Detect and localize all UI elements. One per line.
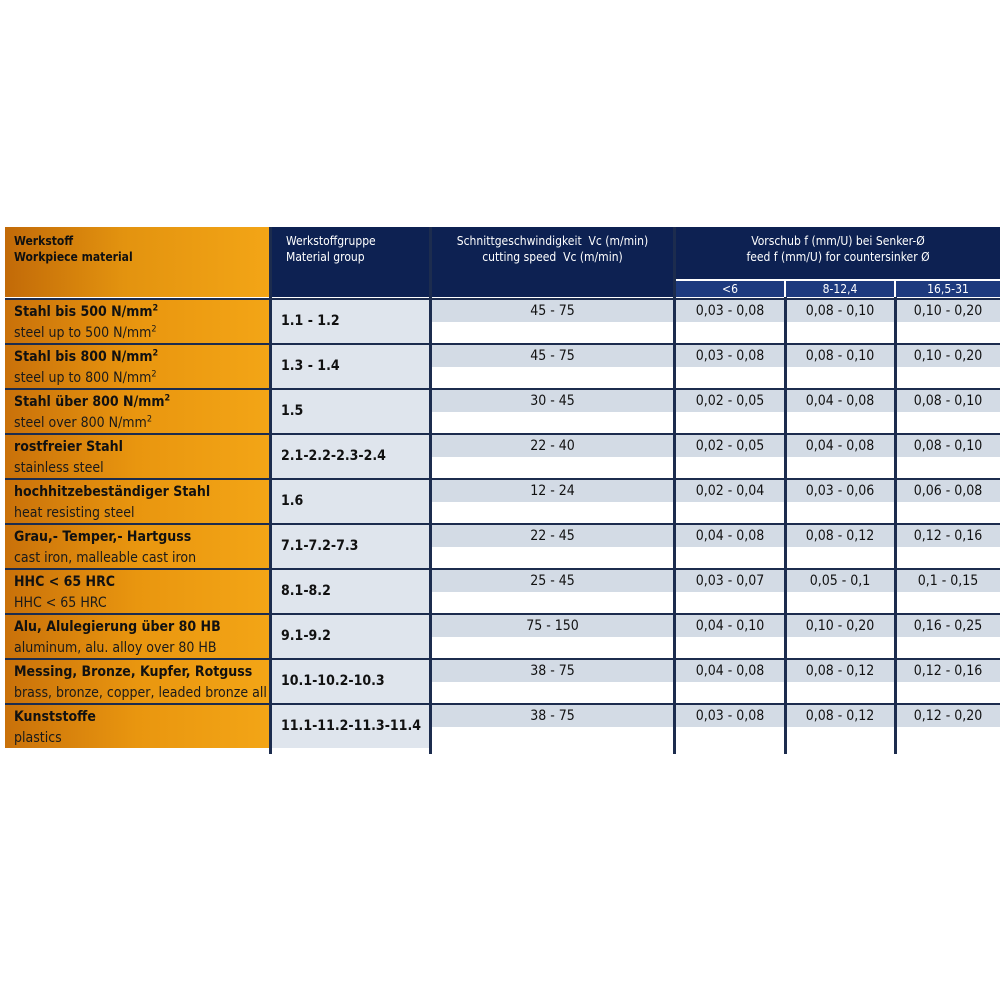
table-row (5, 525, 1000, 568)
feed-medium-cell: 0,08 - 0,10 (786, 345, 894, 388)
row-divider (5, 613, 1000, 615)
row-divider (5, 658, 1000, 660)
material-group-cell: 1.6 (272, 480, 429, 523)
header-feed (676, 227, 1000, 279)
cutting-speed-cell: 45 - 75 (432, 345, 673, 388)
material-name-de: Stahl bis 500 $N/mm^2$ (14, 303, 159, 320)
feed-large-cell: 0,08 - 0,10 (896, 435, 1000, 478)
material-name-en: plastics (14, 730, 62, 746)
material-name-de: rostfreier Stahl (14, 439, 123, 455)
material-name-en: steel over 800 $N/mm^2$ (14, 414, 152, 431)
feed-small-cell: 0,04 - 0,08 (676, 525, 784, 568)
feed-medium-cell: 0,08 - 0,10 (786, 300, 894, 343)
cutting-speed-cell: 38 - 75 (432, 705, 673, 748)
cutting-speed-cell: 30 - 45 (432, 390, 673, 433)
material-name-de: HHC < 65 HRC (14, 574, 116, 590)
material-group-cell: 2.1-2.2-2.3-2.4 (272, 435, 429, 478)
material-group-cell: 11.1-11.2-11.3-11.4 (272, 705, 429, 748)
table-row (5, 480, 1000, 523)
material-name-en: HHC < 65 HRC (14, 595, 107, 611)
feed-small-cell: 0,02 - 0,05 (676, 390, 784, 433)
material-name-de: Stahl bis 800 $N/mm^2$ (14, 348, 159, 365)
material-name-en: brass, bronze, copper, leaded bronze all (14, 685, 267, 701)
row-divider (5, 298, 1000, 300)
header-material-de: Werkstoff (14, 234, 74, 248)
material-cell (5, 300, 269, 343)
feed-small-cell: 0,03 - 0,07 (676, 570, 784, 613)
feed-large-cell: 0,12 - 0,20 (896, 705, 1000, 748)
row-divider (5, 703, 1000, 705)
header-speed-en: cutting speed Vc (m/min) (482, 250, 623, 264)
header-feed-en: feed f (mm/U) for countersinker Ø (746, 250, 930, 264)
feed-small-cell: 0,03 - 0,08 (676, 345, 784, 388)
cutting-speed-cell: 38 - 75 (432, 660, 673, 703)
material-name-en: aluminum, alu. alloy over 80 HB (14, 640, 217, 656)
material-name-en: steel up to 500 $N/mm^2$ (14, 324, 157, 341)
material-name-en: cast iron, malleable cast iron (14, 550, 197, 566)
material-name-en: steel up to 800 $N/mm^2$ (14, 369, 157, 386)
material-cell (5, 525, 269, 568)
row-divider (5, 388, 1000, 390)
feed-large-cell: 0,1 - 0,15 (896, 570, 1000, 613)
feed-medium-cell: 0,04 - 0,08 (786, 390, 894, 433)
material-name-de: Alu, Alulegierung über 80 HB (14, 619, 221, 635)
header-diameter-1: <6 (676, 281, 784, 297)
feed-small-cell: 0,03 - 0,08 (676, 300, 784, 343)
feed-small-cell: 0,02 - 0,05 (676, 435, 784, 478)
column-divider (894, 297, 897, 754)
column-divider (429, 227, 432, 754)
row-divider (5, 433, 1000, 435)
cutting-speed-cell: 22 - 45 (432, 525, 673, 568)
column-divider (784, 297, 787, 754)
feed-large-cell: 0,06 - 0,08 (896, 480, 1000, 523)
material-name-de: Kunststoffe (14, 709, 96, 725)
material-cell (5, 660, 269, 703)
material-cell (5, 480, 269, 523)
row-divider (5, 523, 1000, 525)
row-divider (5, 343, 1000, 345)
material-cell (5, 435, 269, 478)
feed-large-cell: 0,12 - 0,16 (896, 660, 1000, 703)
table-row (5, 570, 1000, 613)
material-name-de: hochhitzebeständiger Stahl (14, 484, 211, 500)
feed-small-cell: 0,02 - 0,04 (676, 480, 784, 523)
material-cell (5, 570, 269, 613)
header-group (272, 227, 429, 297)
header-material (5, 227, 269, 297)
row-divider (5, 568, 1000, 570)
feed-medium-cell: 0,04 - 0,08 (786, 435, 894, 478)
feed-medium-cell: 0,05 - 0,1 (786, 570, 894, 613)
cutting-speed-cell: 12 - 24 (432, 480, 673, 523)
table-row (5, 345, 1000, 388)
cutting-speed-cell: 22 - 40 (432, 435, 673, 478)
table-row (5, 390, 1000, 433)
table-row (5, 660, 1000, 703)
material-cell (5, 345, 269, 388)
material-group-cell: 1.3 - 1.4 (272, 345, 429, 388)
row-divider (5, 478, 1000, 480)
cutting-speed-cell: 45 - 75 (432, 300, 673, 343)
material-group-cell: 9.1-9.2 (272, 615, 429, 658)
material-cell (5, 705, 269, 748)
header-speed-de: Schnittgeschwindigkeit Vc (m/min) (456, 234, 649, 248)
feed-small-cell: 0,04 - 0,08 (676, 660, 784, 703)
material-name-en: stainless steel (14, 460, 104, 476)
feed-medium-cell: 0,08 - 0,12 (786, 525, 894, 568)
material-name-de: Grau,- Temper,- Hartguss (14, 529, 192, 545)
material-group-cell: 8.1-8.2 (272, 570, 429, 613)
cutting-data-table (5, 227, 1000, 754)
material-name-en: heat resisting steel (14, 505, 135, 521)
cutting-speed-cell: 25 - 45 (432, 570, 673, 613)
material-cell (5, 390, 269, 433)
table-row (5, 435, 1000, 478)
feed-medium-cell: 0,08 - 0,12 (786, 660, 894, 703)
header-group-de: Werkstoffgruppe (286, 234, 376, 248)
cutting-speed-cell: 75 - 150 (432, 615, 673, 658)
material-group-cell: 1.1 - 1.2 (272, 300, 429, 343)
feed-medium-cell: 0,08 - 0,12 (786, 705, 894, 748)
feed-medium-cell: 0,10 - 0,20 (786, 615, 894, 658)
material-cell (5, 615, 269, 658)
header-group-en: Material group (286, 250, 365, 264)
header-speed (432, 227, 673, 297)
header-diameter-2: 8-12,4 (786, 281, 894, 297)
material-name-de: Stahl über 800 $N/mm^2$ (14, 393, 171, 410)
feed-small-cell: 0,03 - 0,08 (676, 705, 784, 748)
column-divider (269, 227, 272, 754)
feed-small-cell: 0,04 - 0,10 (676, 615, 784, 658)
material-name-de: Messing, Bronze, Kupfer, Rotguss (14, 664, 253, 680)
feed-large-cell: 0,16 - 0,25 (896, 615, 1000, 658)
table-row (5, 705, 1000, 748)
feed-large-cell: 0,08 - 0,10 (896, 390, 1000, 433)
feed-medium-cell: 0,03 - 0,06 (786, 480, 894, 523)
header-feed-de: Vorschub f (mm/U) bei Senker-Ø (751, 234, 925, 248)
material-group-cell: 7.1-7.2-7.3 (272, 525, 429, 568)
header-material-en: Workpiece material (14, 250, 133, 264)
table-row (5, 615, 1000, 658)
header-diameter-3: 16,5-31 (896, 281, 1000, 297)
feed-large-cell: 0,10 - 0,20 (896, 300, 1000, 343)
column-divider (673, 227, 676, 754)
feed-large-cell: 0,12 - 0,16 (896, 525, 1000, 568)
material-group-cell: 1.5 (272, 390, 429, 433)
material-group-cell: 10.1-10.2-10.3 (272, 660, 429, 703)
feed-large-cell: 0,10 - 0,20 (896, 345, 1000, 388)
table-row (5, 300, 1000, 343)
